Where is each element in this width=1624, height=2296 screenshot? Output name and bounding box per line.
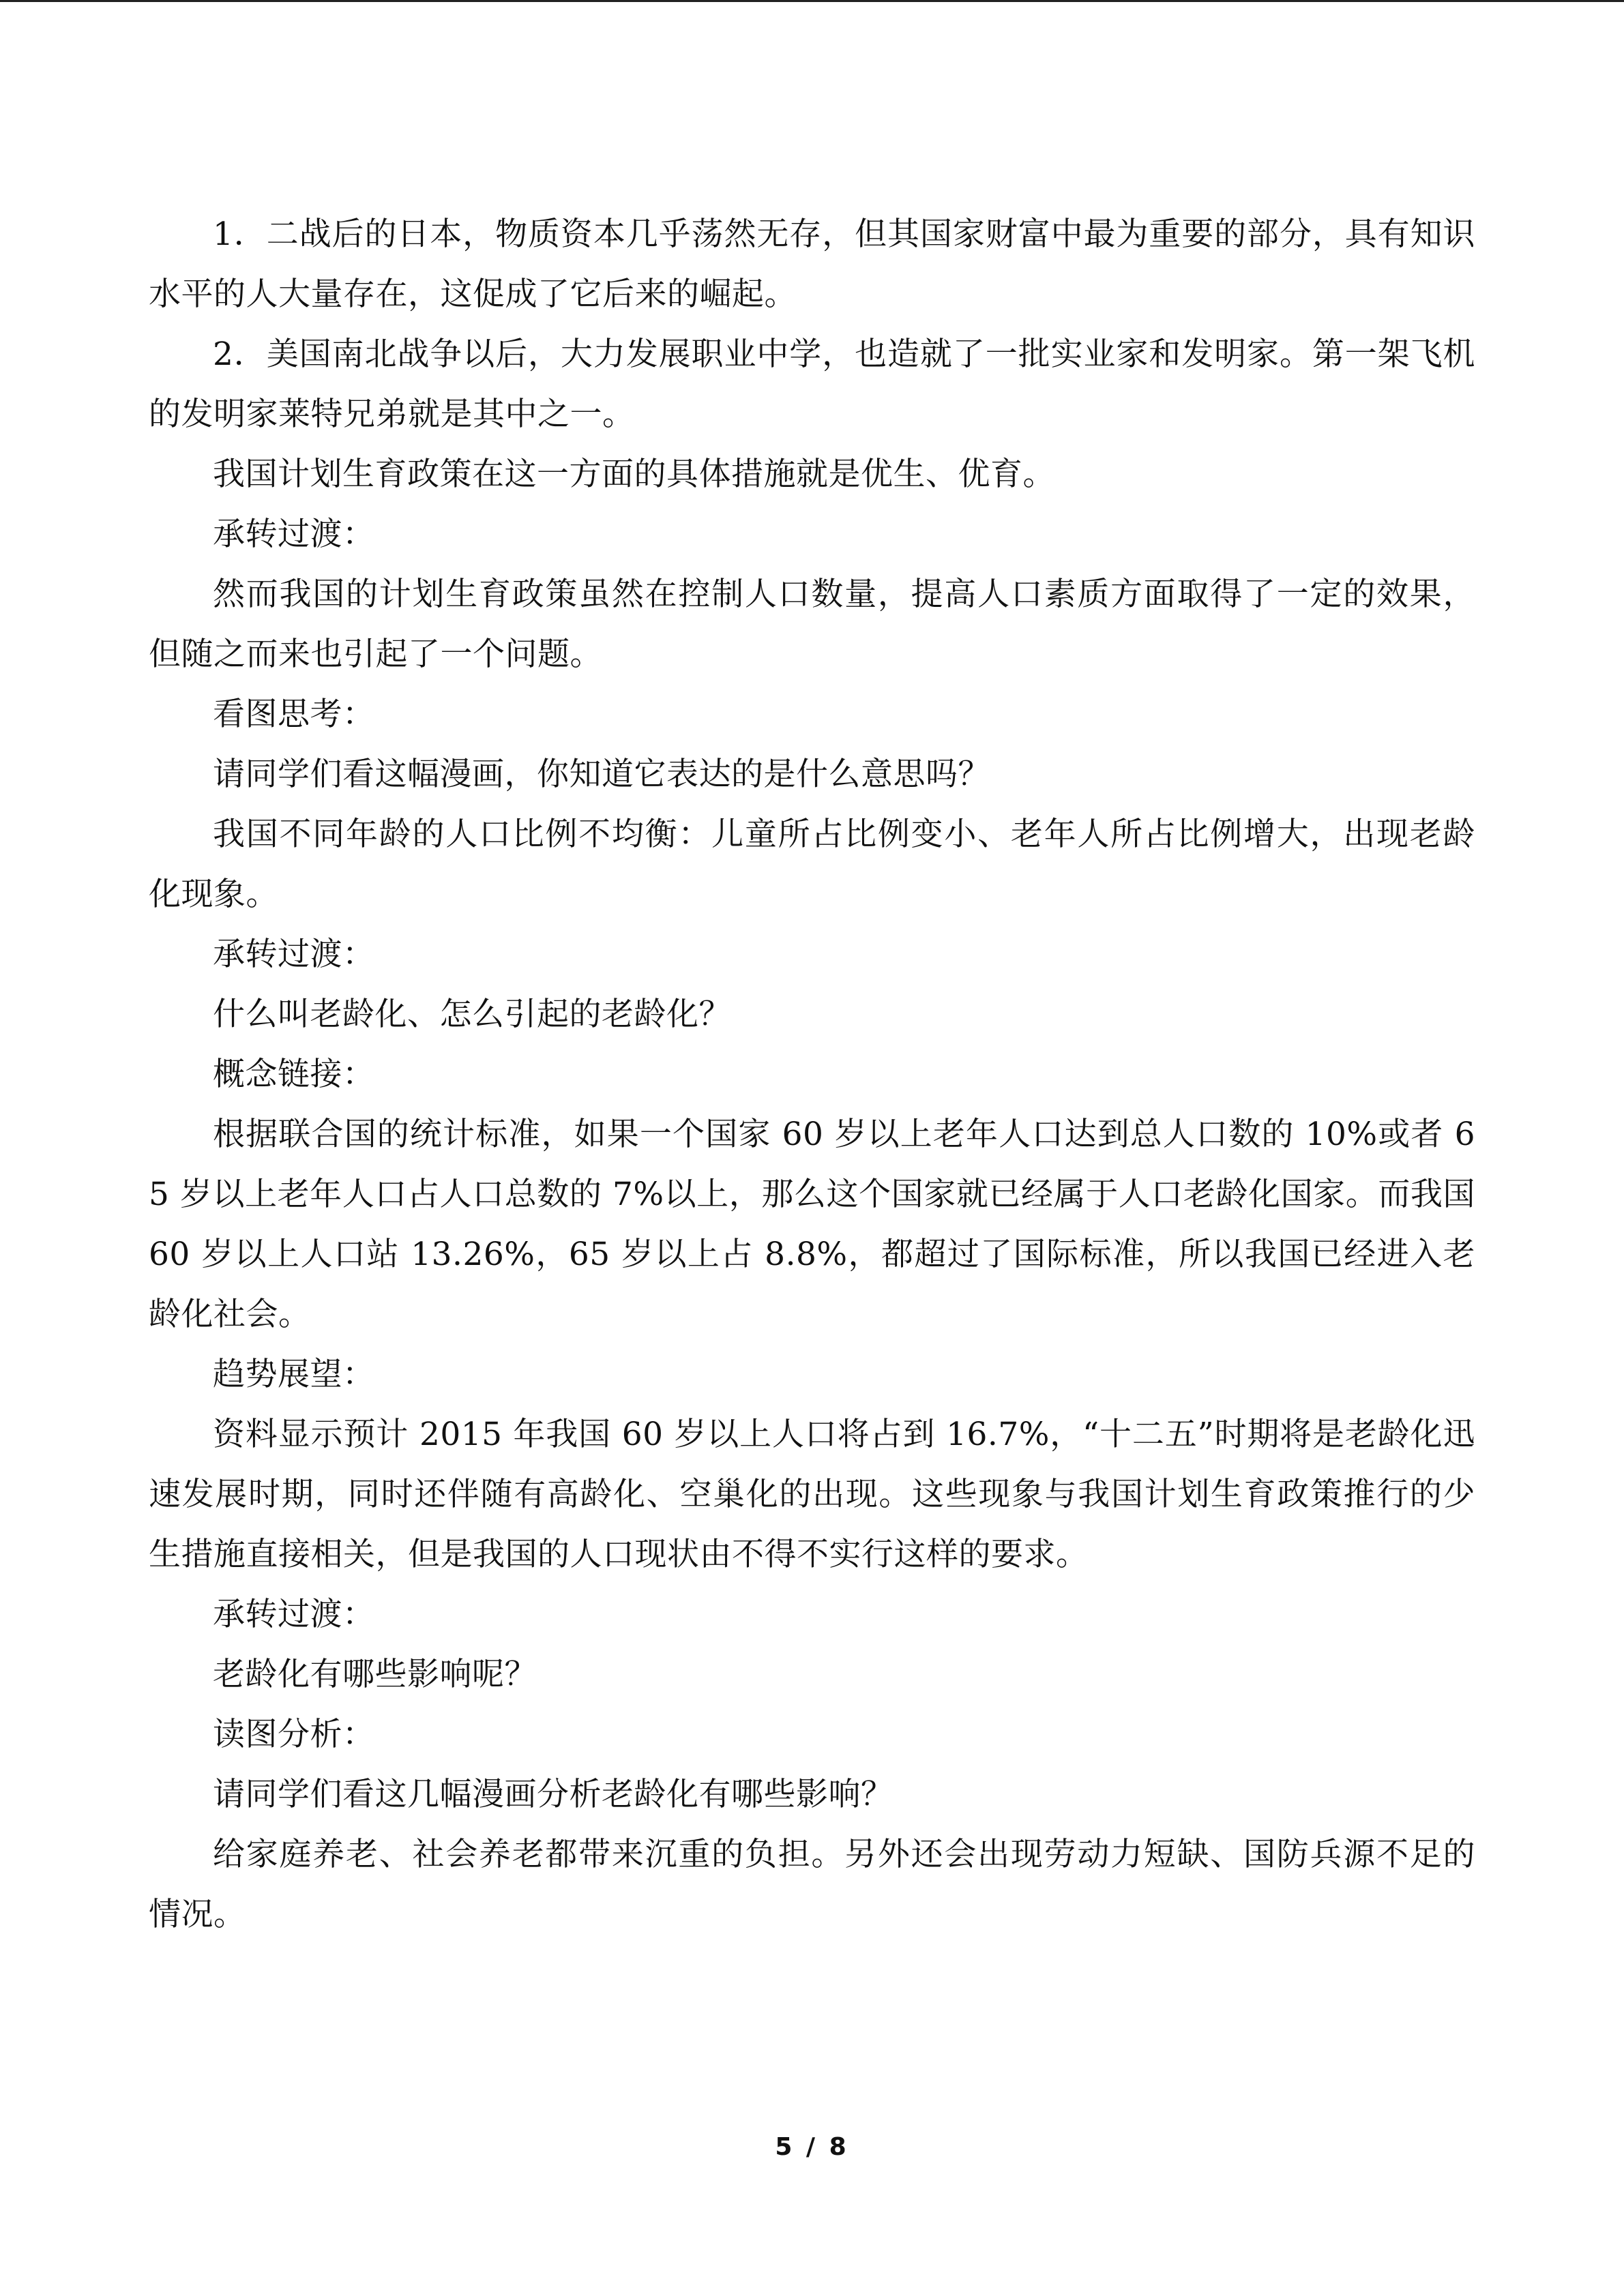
section-label-transition: 承转过渡： <box>213 516 375 553</box>
paragraph-trend-data: 资料显示预计 2015 年我国 60 岁以上人口将占到 16.7%，“十二五”时期将是老龄化迅速发展时期，同时还伴随有高龄化、空巢化的出现。这些现象与我国计划生育政策推行的少生措施直接相关，但是我国的人口现状由不得不实行这样的要求。 <box>149 1416 1475 1573</box>
section-label-trend-outlook: 趋势展望： <box>213 1356 375 1393</box>
paragraph-age-imbalance: 我国不同年龄的人口比例不均衡：儿童所占比例变小、老年人所占比例增大，出现老龄化现象。 <box>149 816 1475 913</box>
paragraph-impact-answer: 给家庭养老、社会养老都带来沉重的负担。另外还会出现劳动力短缺、国防兵源不足的情况。 <box>149 1836 1475 1933</box>
paragraph-problem-intro: 然而我国的计划生育政策虽然在控制人口数量，提高人口素质方面取得了一定的效果，但随之而来也引起了一个问题。 <box>149 576 1475 673</box>
paragraph-cartoons-question: 请同学们看这几幅漫画分析老龄化有哪些影响？ <box>213 1776 894 1813</box>
paragraph-un-standard: 根据联合国的统计标准，如果一个国家 60 岁以上老年人口达到总人口数的 10%或者 65 岁以上老年人口占人口总数的 7%以上，那么这个国家就已经属于人口老龄化国家。而我国 60 岁以上人口站 13.26%，65 岁以上占 8.8%，都超过了国际标准，所以我国已经进入老龄化社会。 <box>149 1116 1475 1333</box>
section-label-concept-link: 概念链接： <box>213 1056 375 1093</box>
paragraph-aging-question: 什么叫老龄化、怎么引起的老龄化？ <box>213 996 731 1033</box>
document-body <box>149 205 1475 1945</box>
section-label-look-think: 看图思考： <box>213 696 375 733</box>
paragraph-usa-example: 2．美国南北战争以后，大力发展职业中学，也造就了一批实业家和发明家。第一架飞机的发明家莱特兄弟就是其中之一。 <box>149 336 1475 433</box>
paragraph-impact-question: 老龄化有哪些影响呢？ <box>213 1656 537 1693</box>
page-top-border <box>0 0 1624 2</box>
paragraph-policy-measures: 我国计划生育政策在这一方面的具体措施就是优生、优育。 <box>213 456 1055 493</box>
paragraph-cartoon-question: 请同学们看这幅漫画，你知道它表达的是什么意思吗？ <box>213 756 990 793</box>
section-label-transition: 承转过渡： <box>213 936 375 973</box>
section-label-read-analyze: 读图分析： <box>213 1716 375 1753</box>
page-number: 5 / 8 <box>775 2133 849 2161</box>
section-label-transition: 承转过渡： <box>213 1596 375 1633</box>
paragraph-japan-example: 1．二战后的日本，物质资本几乎荡然无存，但其国家财富中最为重要的部分，具有知识水平的人大量存在，这促成了它后来的崛起。 <box>149 215 1475 313</box>
